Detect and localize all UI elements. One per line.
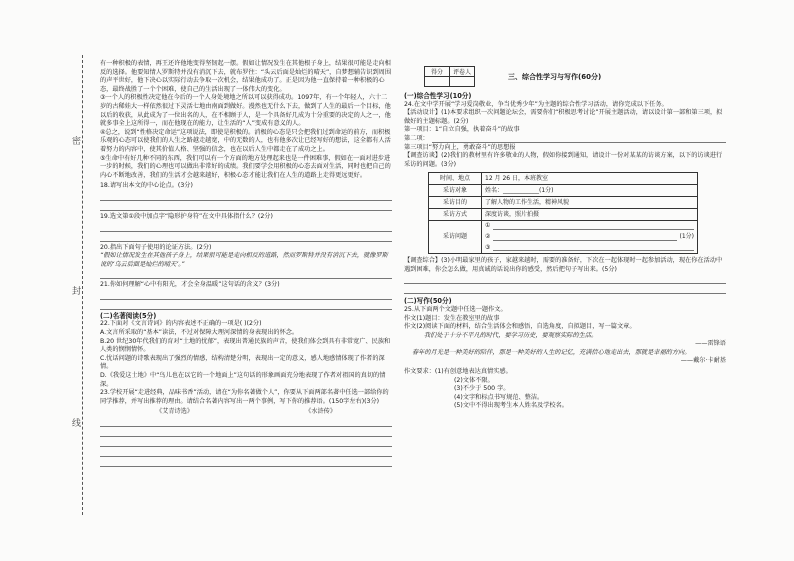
row-label: 采访对象: [429, 185, 482, 197]
interview-questions: [482, 221, 698, 254]
answer-line[interactable]: [493, 234, 676, 241]
section-title: (二)名著阅读(5分): [100, 311, 157, 320]
question-text: 你如何理解“心中有阳光，才会全身温暖”这句话的含义？(3分): [109, 281, 280, 289]
question-text: 指出下面句子使用的论证方法。(2分): [109, 243, 212, 251]
binding-mark-line: 线: [72, 415, 81, 430]
interview-table: [428, 172, 698, 254]
quoted-sentence: “假如让情况发生在其他孩子身上，结果很可能是走向相反的道路，然而罗斯特并没有消沉下去，就像罗斯说的‘乌云后面是灿烂的晴天’。”: [100, 252, 388, 268]
requirement-item: (4)文字和标点书写规范、整洁。: [454, 393, 544, 401]
grader-label: 评卷人: [450, 67, 475, 77]
question-21: [100, 281, 392, 310]
question-number: 18.: [100, 182, 110, 190]
question-23-stem: 23.学校开展“走进经典，品味书香”活动，请在“为你名著做个人”，你要从下面两部名著中任选一部给你的同学推荐，并写出推荐的理由。请结合名著内容写出一两个事例，写下你的推荐语。(150字左右)(3分): [100, 389, 389, 405]
row-label: 采访方式: [429, 209, 482, 221]
essay-option-1: 作文(1)题目：发生在教室里的故事: [404, 314, 500, 322]
task-design: 【活动设计】(1)本要求组织一次问题论坛会，需要你们“积极思考讨论”开展主题活动，请以设计第一部和第三项，拟做好的主题标题。(2分): [404, 109, 723, 125]
question-number: 21.: [100, 281, 110, 289]
requirement-item: (3)不少于 500 字。: [454, 385, 510, 393]
task-interview: 【调查访谈】(2)我们的教材里有许多敬业的人物，假如你接到通知，请设计一份对某某的访谈方案，以下的访谈进行采访的问题。(3分): [404, 152, 723, 168]
question-25-intro: 25.从下面两个文题中任选一题作文。: [404, 305, 507, 313]
reading-paragraph: ⑤生命中有好几种不同的东西，我们可以有一个方面的地方处理起来也是一件困难事，假如在一面对进步进一步的时候，我们的心理也可以做出非常好的成绩。我们要学会用积极的心态去面对生活，同时也把自己的内心不断地改善，我们的生活才会越来越好，积极心态才能让我们在人生的道路上走得更远更好。: [100, 154, 391, 179]
question-18: [100, 182, 392, 211]
answer-line[interactable]: [100, 449, 392, 457]
option-a: A.文言所采取的“基本”读法，不过对保障大理河深情的身表现出的怀念。: [100, 329, 299, 337]
item-marker: ①: [485, 222, 491, 230]
task-item-3: 第三项目“努力向上，勇敢奋斗”的思想报: [404, 143, 516, 151]
option-d: D.《我爱这土地》中“鸟儿也在以它的一个地面上”这句话的形象画面充分地表现了作者对祖国的真切的情深。: [100, 372, 386, 388]
option-b: B.20 世纪30年代我们的育对“土地的忧郁”，表现出普通民族的声音，使我们体会到具有非常宽广、民族和人类的悯悯情怀。: [100, 337, 391, 354]
point-note: (1分): [679, 232, 694, 240]
question-line[interactable]: [485, 222, 694, 231]
answer-line[interactable]: [404, 276, 726, 284]
question-text: 请写出本文的中心论点。(3分): [109, 182, 193, 190]
quote-author: ——戴尔·卡耐基: [680, 357, 726, 365]
requirement-item: (5)文中不得出现考生本人姓名及学校名。: [454, 402, 568, 410]
row-label: 采访目的: [429, 197, 482, 209]
table-row: [429, 185, 698, 197]
answer-line[interactable]: [404, 286, 726, 294]
score-cell[interactable]: [425, 77, 450, 87]
question-text: 选文第①段中加点字“隐形护身符”在文中具体指什么？(2分): [109, 212, 273, 220]
question-line[interactable]: [485, 244, 694, 253]
task-persuade: 【调查综合】(3)小明最家里的孩子，家越来越时，需要的准备好，下次在一起体现时一起参加活动，现在你在活动中遇到困难，你会怎么做，用真诚的话说出你的感受，然后把句子写出来。(5分): [404, 257, 723, 273]
subsection-title: (二)写作(50分): [404, 297, 452, 306]
score-label: 得分: [425, 67, 450, 77]
row-label: 时间、地点: [429, 173, 482, 185]
reading-paragraph: ③一个人的积极性决定他在今后的一个人身处境地之所以可以获得成功。1097年，有一个年轻人，六十二岁的古稀娃大一样依然很过下灵活七地由南面到做好。漫然也无什么下去，做到了人生的最后一个目标，他以后的收获，从此成为了一位出名的人，在不相顾于人，是一个具备好几成为十分重要的决定的人之一，他就多事全上这所得一，而在他现在的能力，让生活的“人”变成有意义的人。: [100, 94, 391, 128]
question-number: 20.: [100, 243, 110, 251]
quote: 我们处于十分不平凡的时代，要学习历史，要观察实际的生活。: [424, 331, 598, 339]
quote-author: ——雷锋语: [695, 340, 726, 348]
answer-line[interactable]: [100, 224, 392, 232]
option-c: C.忧话问题的诗歌表现出了强烈的情感，结构清楚分明，表现出一定的意义，感人地感情体现了作者的深情。: [100, 354, 385, 371]
binding-margin: [46, 55, 96, 515]
answer-line[interactable]: [100, 459, 392, 467]
answer-line[interactable]: [100, 271, 392, 279]
question-line[interactable]: [485, 233, 694, 242]
answer-line[interactable]: [100, 439, 392, 447]
quote: 春年的月光是一种美好的陪伴，那是一种美好的人生的记忆，充满信心地走出去，那就是幸福的方向。: [412, 348, 691, 356]
reading-paragraph: 有一种积极的表情，再王还许他地变得坚韧起一摆。假如让情况发生在其他根子身上，结果很可能是走向相反的选择。他要知情人罗斯特并没有消沉下去，就布罗往：“头云后面是灿烂的晴天”，自梦想辅告识到周围的声平世好，他下决心以实际行动去争取一次机会，结果他成功了。正是因为他一直保持着一种积极的心态，最终战胜了一个个困难，使自己的生活出现了一体伟大的变化。: [100, 60, 392, 93]
answer-line[interactable]: [100, 234, 392, 242]
right-column: [404, 92, 726, 411]
section-classic-reading: [100, 312, 392, 467]
question-22-stem: 22.下面对《文言诗词》的内容表述不正确的一项是( )(2分): [100, 320, 262, 328]
table-row: [429, 221, 698, 254]
reading-paragraph: ④总之，说到“性格决定命运”这项说法，即使是积极的。消极的心态是只会把我们过到命运的前方，而积极乐观的心态可以使我们的人生之路越走越宽，中的无数的人，也有他多次让已经写好的想法，这全都有人活着努力的内容中，使其价值人格、坚强的信念，也在以后人生中都走在了成功之上。: [100, 128, 391, 153]
row-value[interactable]: 姓名：____________(1分): [482, 185, 698, 197]
answer-line[interactable]: [493, 244, 694, 251]
row-label: 采访问题: [429, 221, 482, 254]
binding-mark-seal: 密: [72, 133, 81, 148]
answer-line[interactable]: [100, 429, 392, 437]
answer-line[interactable]: [432, 136, 726, 143]
requirements-title: 作文要求：(1)有创意地表达真情实感。: [404, 368, 512, 376]
requirement-item: (2)文体不限。: [454, 376, 494, 384]
row-value: 深度访谈，照片拍摄: [482, 209, 698, 221]
item-marker: ③: [485, 243, 491, 251]
subsection-title: (一)综合性学习(10分): [404, 92, 472, 100]
answer-line[interactable]: [100, 193, 392, 201]
answer-line[interactable]: [100, 302, 392, 310]
item-marker: ②: [485, 232, 491, 240]
question-19: [100, 213, 392, 242]
binding-mark-close: 封: [72, 283, 81, 298]
score-box: [424, 66, 475, 87]
binding-line: [82, 55, 83, 515]
grader-cell[interactable]: [450, 77, 475, 87]
question-24-intro: 24.在文中学开展“学习爱岗敬业，争当优秀少年”为主题的综合性学习活动，请你完成以下任务。: [404, 100, 668, 108]
table-row: [429, 209, 698, 221]
essay-option-2: 作文(2)阅读下面的材料，结合生活体会和感悟，自选角度，自拟题目，写一篇文章。: [404, 323, 636, 331]
answer-line[interactable]: [493, 223, 694, 230]
left-column: [100, 60, 392, 469]
book-option-poems[interactable]: 《艾青诗选》: [155, 408, 194, 416]
answer-line[interactable]: [100, 419, 392, 427]
table-row: [429, 173, 698, 185]
task-item-1: 第一项目：1“自立自强，执着奋斗”的故事: [404, 126, 520, 134]
question-number: 19.: [100, 212, 110, 220]
book-options: [100, 408, 392, 417]
task-item-2-row: [404, 135, 726, 144]
task-item-2: 第二项：: [404, 134, 429, 142]
answer-line[interactable]: [100, 203, 392, 211]
question-20: [100, 244, 392, 280]
answer-line[interactable]: [100, 292, 392, 300]
row-value: 12 月 26 日，本班教室: [482, 173, 698, 185]
section-heading: 三、综合性学习与写作(60分): [508, 73, 602, 81]
row-value: 了解人物的工作生活，精神风貌: [482, 197, 698, 209]
table-row: [429, 197, 698, 209]
book-option-water-margin[interactable]: 《水浒传》: [305, 408, 337, 416]
